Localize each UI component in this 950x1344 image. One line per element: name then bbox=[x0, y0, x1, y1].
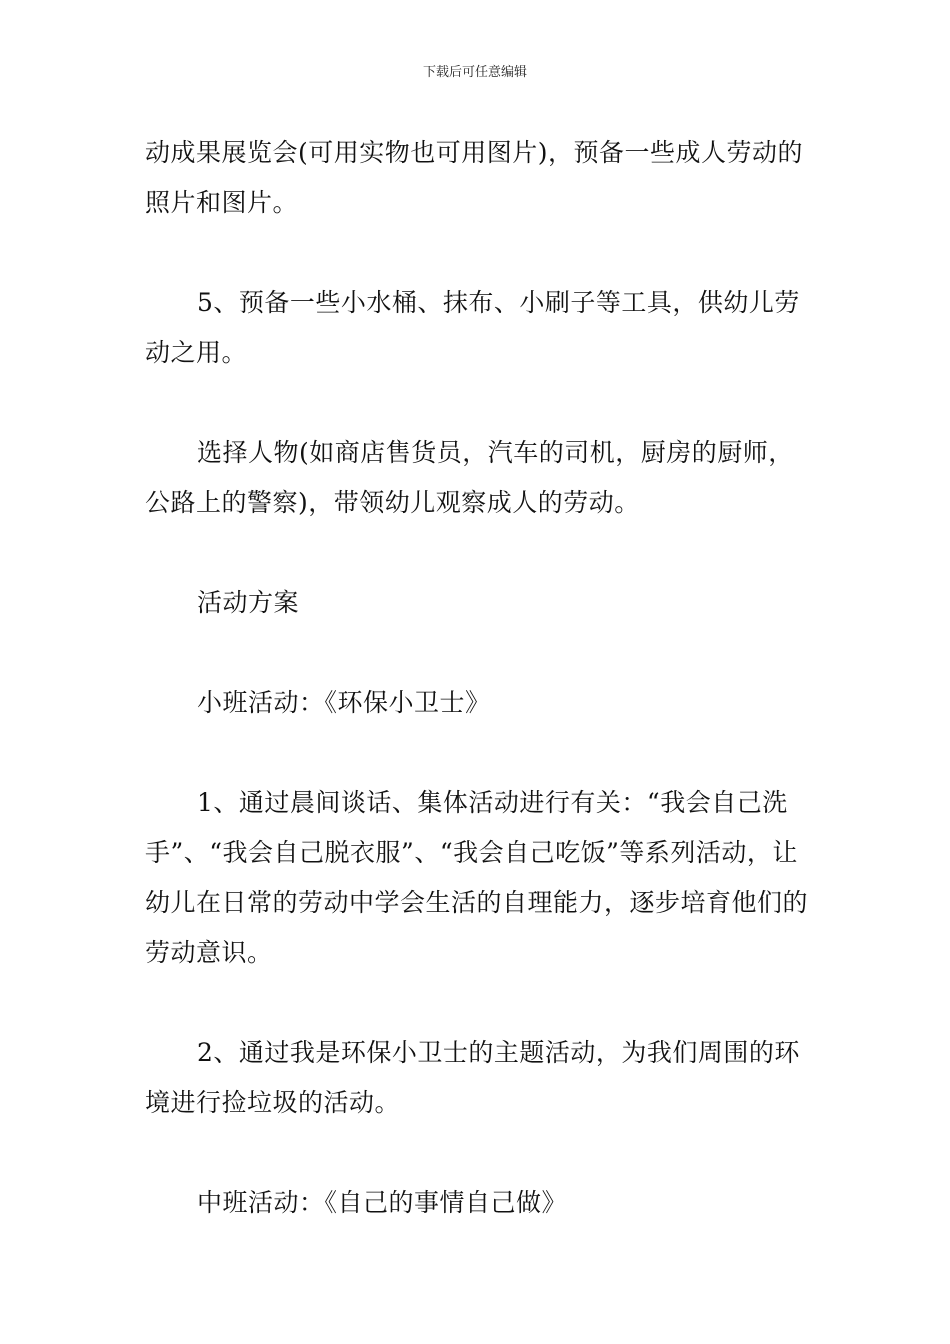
paragraph-spacer bbox=[145, 1128, 815, 1178]
paragraph-spacer bbox=[145, 378, 815, 428]
section-heading-activity-plan: 活动方案 bbox=[197, 588, 300, 617]
paragraph-spacer bbox=[145, 978, 815, 1028]
paragraph-exhibition-continuation: 动成果展览会(可用实物也可用图片)，预备一些成人劳动的照片和图片。 bbox=[145, 138, 804, 217]
paragraph-morning-talk: 1、通过晨间谈话、集体活动进行有关：“我会自己洗手”、“我会自己脱衣服”、“我会自己吃饭”等系列活动，让幼儿在日常的劳动中学会生活的自理能力，逐步培育他们的劳动意识。 bbox=[145, 788, 809, 967]
document-body bbox=[145, 128, 815, 1228]
paragraph-spacer bbox=[145, 628, 815, 678]
paragraph-spacer bbox=[145, 728, 815, 778]
page-header: 下载后可任意编辑 bbox=[422, 65, 527, 80]
paragraph-eco-guard: 2、通过我是环保小卫士的主题活动，为我们周围的环境进行捡垃圾的活动。 bbox=[145, 1038, 800, 1117]
heading-small-class-activity: 小班活动：《环保小卫士》 bbox=[197, 688, 491, 717]
paragraph-spacer bbox=[145, 528, 815, 578]
paragraph-select-people: 选择人物(如商店售货员，汽车的司机，厨房的厨师，公路上的警察)，带领幼儿观察成人的劳动。 bbox=[145, 438, 794, 517]
paragraph-prepare-tools: 5、预备一些小水桶、抹布、小刷子等工具，供幼儿劳动之用。 bbox=[145, 288, 800, 367]
paragraph-spacer bbox=[145, 228, 815, 278]
heading-middle-class-activity: 中班活动：《自己的事情自己做》 bbox=[197, 1188, 568, 1217]
